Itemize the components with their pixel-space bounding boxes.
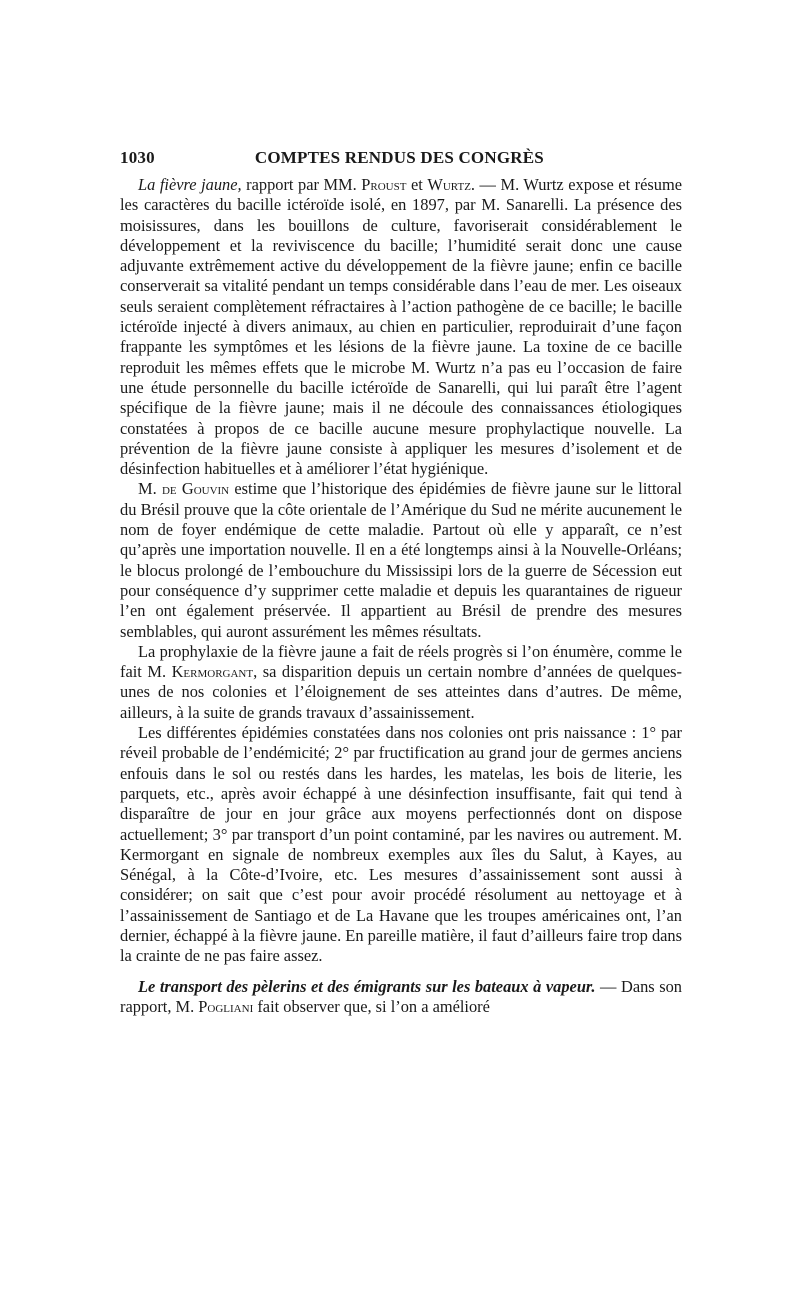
running-title: COMPTES RENDUS DES CONGRÈS bbox=[254, 148, 544, 167]
author-name-pogliani: Pogliani bbox=[198, 996, 254, 1016]
page-header bbox=[120, 148, 682, 168]
paragraph-text: — Dans son rapport, M. bbox=[120, 976, 682, 1016]
paragraph-text: , sa disparition depuis un certain nombre d’années de quelques-unes de nos colonies et l’éloignement de ses atteintes dans d’autres. De même, ailleurs, à la suite de grands travaux d’assainissement. bbox=[120, 662, 682, 722]
author-name-kermorgant: Kermorgant bbox=[171, 662, 254, 682]
paragraph-text: rapport par MM. bbox=[241, 175, 362, 194]
book-page bbox=[120, 148, 682, 1017]
section-lead-fievre-jaune: La fièvre jaune, bbox=[138, 175, 242, 194]
paragraph-epidemies-colonies: Les différentes épidémies constatées dans nos colonies ont pris naissance : 1° par réveil probable de l’endémicité; 2° par fructification au grand jour de germes anciens enfouis dans le sol ou restés dans les hardes, les matelas, les bois de literie, les parquets, etc., après avoir échappé à une désinfection insuffisante, fait qui tend à disparaître de jour en jour grâce aux moyens perfectionnés dont on dispose actuellement; 3° par transport d’un point contaminé, par les navires ou autrement. M. Kermorgant en signale de nombreux exemples aux îles du Salut, à Kayes, au Sénégal, à la Côte-d’Ivoire, etc. Les mesures d’assainissement sont aussi à considérer; on sait que c’est pour avoir procédé résolument au nettoyage et à l’assainissement de Santiago et de La Havane que les troupes américaines ont, l’an dernier, échappé à la fièvre jaune. En pareille matière, il faut d’ailleurs faire trop dans la crainte de ne pas faire assez. bbox=[120, 723, 682, 966]
section-lead-transport: Le transport des pèlerins et des émigrants sur les bateaux à vapeur. bbox=[138, 976, 596, 996]
paragraph-prophylaxie bbox=[120, 642, 682, 723]
paragraph-text: M. bbox=[138, 479, 162, 499]
paragraph-de-gouvin bbox=[120, 479, 682, 641]
paragraph-text: estime que l’historique des épidémies de fièvre jaune sur le littoral du Brésil prouve que la côte orientale de l’Amérique du Sud ne mérite aucunement le nom de foyer endémique de cette maladie. Partout où elle y apparaît, ce n’est qu’après une importation nouvelle. Il en a été longtemps ainsi à la Nouvelle-Orléans; le blocus prolongé de l’embouchure du Mississipi lors de la guerre de Sécession eut pour conséquence d’y supprimer cette maladie et depuis les quarantaines de rigueur l’en ont également préservée. Il appartient au Brésil de prendre des mesures semblables, qui auront assurément les mêmes résultats. bbox=[120, 479, 682, 641]
page-number: 1030 bbox=[120, 148, 155, 167]
paragraph-text: La prophylaxie de la fièvre jaune a fait de réels progrès si l’on énumère, comme le fait M. bbox=[120, 641, 682, 682]
author-name-de-gouvin: de Gouvin bbox=[161, 479, 230, 499]
author-name-wurtz: Wurtz bbox=[427, 175, 471, 194]
paragraph-text: . — M. Wurtz expose et résume les caractères du bacille ictéroïde isolé, en 1897, par M. Sanarelli. La présence des moisissures, dans les bouillons de culture, favoriserait considérablement le développement et la reviviscence du bacille; l’humidité serait donc une cause adjuvante extrêmement active du développement de la fièvre jaune; enfin ce bacille conserverait sa vitalité pendant un temps considérable dans l’eau de mer. Les oiseaux seuls seraient complètement réfractaires à l’action pathogène de ce bacille; le bacille ictéroïde injecté à divers animaux, au chien en particulier, reproduirait d’une façon frappante les symptômes et les lésions de la fièvre jaune. La toxine de ce bacille reproduit les mêmes effets que le microbe M. Wurtz n’a pas eu l’occasion de faire une étude personnelle du bacille ictéroïde de Sanarelli, qui lui paraît être l’agent spécifique de la fièvre jaune; mais il ne découle des connaissances étiologiques constatées à propos de ce bacille aucune mesure prophylactique nouvelle. La prévention de la fièvre jaune consiste à appliquer les mesures d’isolement et de désinfection habituelles et à améliorer l’état hygiénique. bbox=[120, 175, 682, 479]
paragraph-fievre-jaune-rapport bbox=[120, 175, 682, 479]
paragraph-transport-pelerins bbox=[120, 977, 682, 1018]
paragraph-text: fait observer que, si l’on a amélioré bbox=[253, 996, 490, 1016]
paragraph-text: et bbox=[406, 175, 428, 194]
author-name-proust: Proust bbox=[361, 175, 407, 194]
